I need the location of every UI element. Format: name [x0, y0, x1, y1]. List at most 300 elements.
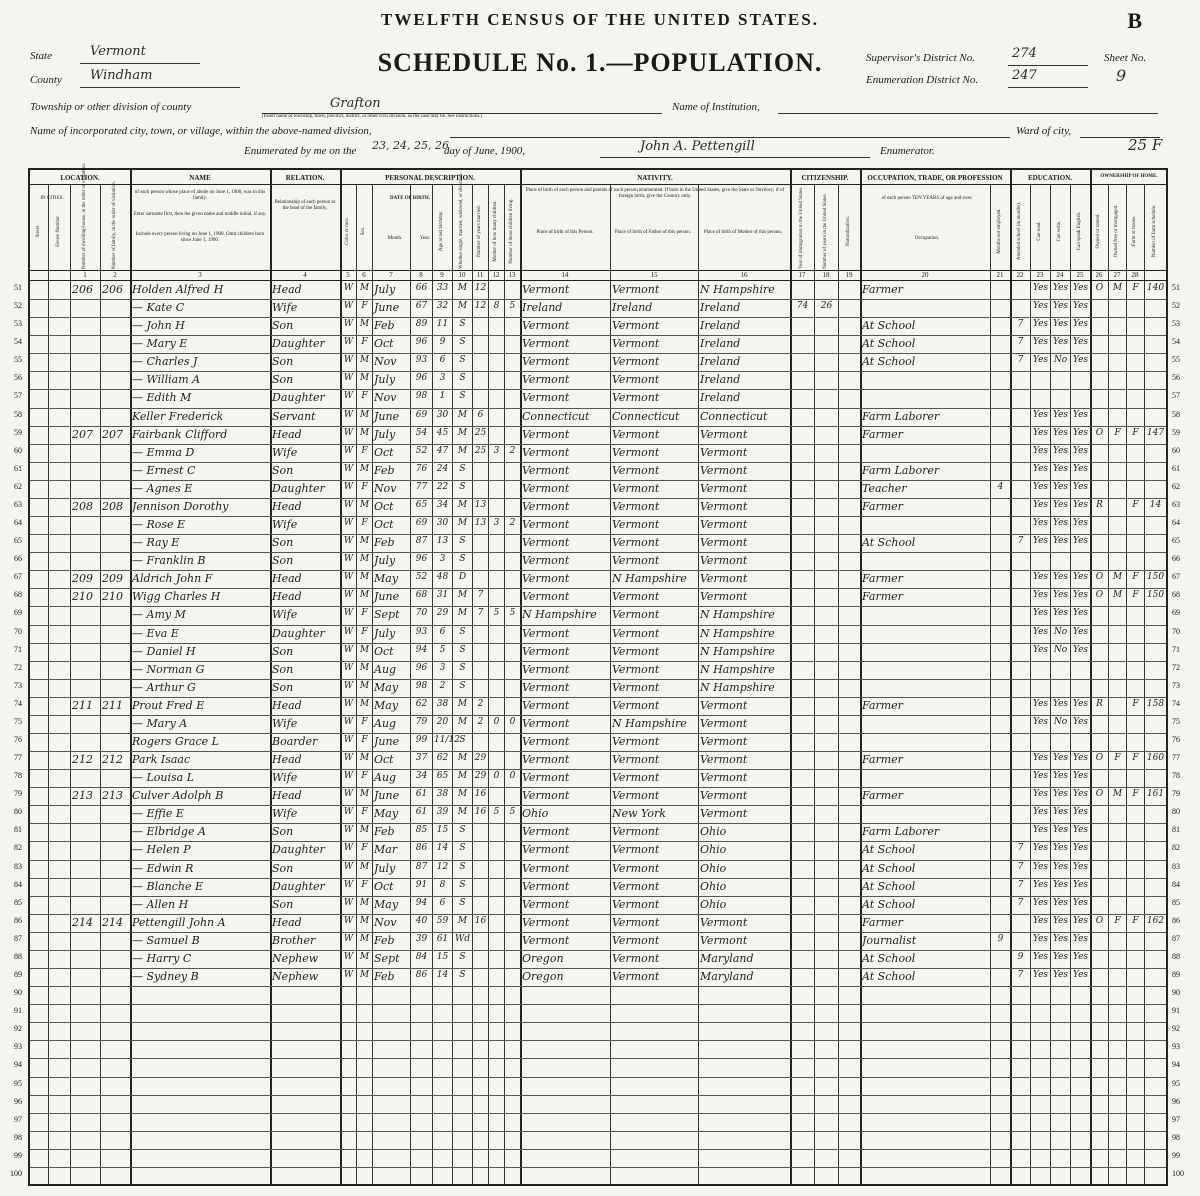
table-cell-mo: Nov: [374, 391, 397, 405]
column-line: [698, 184, 699, 1184]
table-cell-rd: Yes: [1032, 283, 1049, 293]
row-line: [30, 317, 1166, 318]
row-number-left: 68: [14, 590, 22, 600]
row-number-right: 95: [1172, 1078, 1180, 1088]
table-cell-col: W: [343, 825, 354, 836]
column-number: 19: [845, 271, 853, 279]
row-number-left: 73: [14, 680, 22, 690]
table-cell-mo: July: [374, 554, 396, 568]
table-cell-sp: Yes: [1072, 807, 1089, 818]
column-number: 24: [1056, 271, 1064, 279]
table-cell-moc: 5: [493, 608, 500, 619]
table-cell-ym: 2: [477, 698, 484, 709]
table-cell-sch: 7: [1017, 536, 1024, 547]
table-cell-yr: 77: [415, 481, 428, 492]
table-cell-occ: Farmer: [862, 698, 903, 712]
table-cell-bp: Vermont: [522, 499, 570, 513]
table-cell-name: Pettengill John A: [132, 915, 226, 929]
table-cell-col: W: [343, 499, 354, 510]
column-number: 13: [508, 271, 516, 279]
table-cell-bf: Vermont: [612, 680, 660, 694]
table-cell-bf: Vermont: [612, 753, 660, 767]
table-cell-mar: M: [457, 590, 468, 601]
table-cell-sex: M: [359, 933, 370, 944]
table-cell-bm: Vermont: [700, 554, 748, 568]
sub-birth-person: Place of birth of this Person.: [536, 230, 594, 235]
page-mark: 25 F: [1128, 136, 1163, 154]
table-cell-mo: June: [374, 789, 400, 803]
table-cell-ym: 13: [474, 518, 487, 529]
row-number-left: 67: [14, 572, 22, 582]
table-cell-mar: S: [459, 626, 466, 637]
row-number-right: 64: [1172, 518, 1180, 528]
table-cell-rel: Daughter: [272, 879, 325, 893]
row-number-left: 90: [14, 988, 22, 998]
row-number-left: 72: [14, 662, 22, 672]
table-cell-age: 3: [439, 373, 446, 384]
table-cell-sex: M: [359, 373, 370, 384]
row-line: [30, 371, 1166, 372]
table-cell-dw: 207: [72, 427, 93, 441]
table-cell-bp: Vermont: [522, 373, 570, 387]
table-cell-bm: Vermont: [700, 915, 748, 929]
table-cell-wr: No: [1053, 716, 1068, 727]
table-cell-rel: Wife: [272, 716, 298, 730]
group-relation: RELATION.: [285, 174, 325, 182]
table-cell-yr: 61: [415, 807, 428, 818]
table-cell-bm: Vermont: [700, 771, 748, 785]
row-number-right: 54: [1172, 337, 1180, 347]
table-cell-bf: Vermont: [612, 662, 660, 676]
table-cell-bm: Vermont: [700, 463, 748, 477]
table-cell-name: — William A: [132, 373, 201, 387]
column-number: 3: [198, 271, 202, 279]
table-cell-ym: 12: [474, 283, 487, 293]
table-cell-mo: June: [374, 735, 400, 748]
table-cell-wr: Yes: [1052, 283, 1069, 293]
table-cell-mar: M: [457, 283, 468, 293]
table-cell-age: 61: [436, 933, 449, 944]
table-cell-mo: Feb: [374, 933, 395, 947]
table-cell-bf: Vermont: [612, 427, 660, 441]
table-cell-bp: Vermont: [522, 391, 570, 405]
table-cell-rd: Yes: [1032, 951, 1049, 962]
column-line: [488, 184, 489, 1184]
table-cell-bf: Vermont: [612, 499, 660, 513]
table-cell-mo: Feb: [374, 463, 395, 477]
table-cell-sex: M: [359, 499, 370, 510]
table-cell-bm: Vermont: [700, 481, 748, 495]
table-cell-sex: F: [361, 771, 368, 782]
table-cell-name: Jennison Dorothy: [132, 499, 229, 513]
table-cell-bm: Vermont: [700, 735, 748, 748]
row-line: [30, 353, 1166, 354]
row-line: [30, 950, 1166, 951]
table-cell-bf: Vermont: [612, 843, 660, 857]
table-cell-name: — Norman G: [132, 662, 205, 676]
table-cell-mar: M: [457, 753, 468, 764]
table-cell-age: 30: [436, 518, 449, 529]
table-cell-yr: 86: [415, 843, 428, 854]
table-cell-bf: Vermont: [612, 698, 660, 712]
table-cell-sp: Yes: [1072, 753, 1089, 764]
table-cell-ym: 7: [477, 590, 484, 601]
table-cell-col: W: [343, 644, 354, 655]
table-cell-wr: Yes: [1052, 789, 1069, 800]
table-cell-bm: N Hampshire: [700, 680, 775, 694]
table-cell-sp: Yes: [1072, 843, 1089, 854]
table-cell-mo: Oct: [374, 644, 394, 658]
table-cell-fm: F: [1114, 753, 1121, 764]
table-cell-rd: Yes: [1032, 879, 1049, 890]
schedule-title: SCHEDULE No. 1.—POPULATION.: [377, 48, 823, 77]
table-cell-age: 39: [436, 807, 449, 818]
table-cell-yr: 54: [415, 427, 428, 438]
table-cell-sch: 7: [1017, 897, 1024, 908]
table-cell-bf: New York: [612, 807, 666, 821]
row-number-left: 95: [14, 1078, 22, 1088]
row-number-right: 63: [1172, 499, 1180, 509]
table-cell-age: 45: [436, 427, 449, 438]
table-cell-rd: Yes: [1032, 481, 1049, 492]
table-cell-ym: 7: [477, 608, 484, 619]
row-number-left: 64: [14, 518, 22, 528]
row-number-right: 57: [1172, 391, 1180, 401]
table-cell-bf: Vermont: [612, 933, 660, 947]
table-cell-liv: 5: [509, 301, 516, 312]
row-line: [30, 823, 1166, 824]
table-cell-mar: S: [459, 735, 466, 745]
table-cell-wr: Yes: [1052, 897, 1069, 908]
table-cell-name: — Franklin B: [132, 554, 206, 568]
table-cell-name: — Helen P: [132, 843, 191, 857]
table-cell-name: — Eva E: [132, 626, 179, 640]
vertical-subhead: Farm or house.: [1132, 215, 1137, 247]
table-cell-age: 62: [436, 753, 449, 764]
table-cell-name: — Harry C: [132, 951, 192, 965]
table-cell-yr: 99: [415, 735, 428, 745]
table-cell-sp: Yes: [1072, 337, 1089, 348]
table-cell-age: 29: [436, 608, 449, 619]
table-cell-fh: F: [1132, 753, 1139, 764]
row-line: [30, 715, 1166, 716]
table-cell-mar: S: [459, 536, 466, 547]
row-line: [30, 516, 1166, 517]
table-cell-bp: Vermont: [522, 735, 570, 748]
table-cell-mo: Mar: [374, 843, 398, 857]
table-cell-sp: Yes: [1072, 481, 1089, 492]
table-cell-age: 33: [436, 283, 449, 293]
table-cell-fh: F: [1132, 915, 1139, 926]
row-number-left: 75: [14, 716, 22, 726]
row-number-left: 88: [14, 951, 22, 961]
table-cell-occ: At School: [862, 970, 916, 984]
column-number: 7: [389, 271, 393, 279]
table-cell-fm: M: [1112, 590, 1123, 601]
row-line: [30, 751, 1166, 752]
table-cell-occ: Farmer: [862, 915, 903, 929]
table-cell-bp: Vermont: [522, 662, 570, 676]
table-cell-mo: May: [374, 698, 399, 712]
row-number-left: 74: [14, 698, 22, 708]
table-cell-wr: Yes: [1052, 825, 1069, 836]
table-cell-name: Prout Fred E: [132, 698, 205, 712]
table-cell-bm: Connecticut: [700, 409, 768, 423]
column-line: [70, 184, 71, 1184]
table-cell-sex: F: [361, 879, 368, 890]
enum-days: 23, 24, 25, 26: [372, 139, 449, 152]
table-cell-sp: Yes: [1072, 427, 1089, 438]
table-cell-yr: 94: [415, 897, 428, 908]
enumerator-label: Enumerator.: [880, 145, 935, 157]
table-cell-sex: M: [359, 644, 370, 655]
table-cell-name: — Ray E: [132, 536, 180, 550]
table-cell-yr: 69: [415, 409, 428, 420]
table-cell-bp: Ohio: [522, 807, 549, 821]
table-cell-name: — Elbridge A: [132, 825, 206, 839]
table-cell-wr: Yes: [1052, 970, 1069, 981]
row-number-right: 99: [1172, 1150, 1180, 1160]
table-cell-mo: Oct: [374, 753, 394, 767]
table-cell-ym: 12: [474, 301, 487, 312]
row-line: [30, 389, 1166, 390]
form-letter: B: [1127, 8, 1142, 33]
table-cell-mar: M: [457, 771, 468, 782]
table-cell-sex: F: [361, 301, 368, 312]
table-cell-sex: M: [359, 861, 370, 872]
table-cell-rd: Yes: [1032, 518, 1049, 529]
table-cell-yus: 26: [820, 301, 833, 312]
table-cell-mo: Oct: [374, 337, 394, 351]
table-cell-age: 11/12: [434, 735, 460, 745]
column-number: 22: [1016, 271, 1024, 279]
enum-district-label: Enumeration District No.: [866, 74, 979, 86]
table-cell-mo: May: [374, 680, 399, 694]
table-cell-bp: Vermont: [522, 879, 570, 893]
row-number-right: 70: [1172, 626, 1180, 636]
table-cell-wr: Yes: [1052, 481, 1069, 492]
group-occupation: OCCUPATION, TRADE, OR PROFESSION: [867, 174, 1003, 182]
row-line: [30, 787, 1166, 788]
row-number-left: 58: [14, 409, 22, 419]
table-cell-yr: 89: [415, 319, 428, 330]
table-cell-wr: Yes: [1052, 753, 1069, 764]
table-cell-wr: Yes: [1052, 337, 1069, 348]
table-cell-yr: 93: [415, 355, 428, 366]
sub-name-desc: of each person whose place of abode on June 1, 1900, was in this family.: [134, 190, 266, 201]
column-line: [1050, 184, 1051, 1184]
table-cell-bp: Vermont: [522, 843, 570, 857]
table-cell-rel: Brother: [272, 933, 316, 947]
table-cell-rel: Head: [272, 283, 302, 296]
table-cell-wr: Yes: [1052, 319, 1069, 330]
column-line: [372, 184, 373, 1184]
table-cell-sch: 7: [1017, 337, 1024, 348]
table-cell-bp: Vermont: [522, 445, 570, 459]
table-cell-name: — Rose E: [132, 518, 186, 532]
table-cell-sex: M: [359, 897, 370, 908]
table-cell-bp: Oregon: [522, 970, 564, 984]
vertical-subhead: Owned or rented.: [1096, 213, 1101, 249]
row-line: [30, 588, 1166, 589]
row-number-right: 61: [1172, 463, 1180, 473]
column-line: [838, 184, 839, 1184]
table-cell-mar: S: [459, 373, 466, 384]
table-cell-wr: Yes: [1052, 572, 1069, 583]
table-cell-name: — John H: [132, 319, 185, 333]
table-cell-col: W: [343, 445, 354, 456]
state-value: Vermont: [90, 44, 146, 59]
column-number: 21: [996, 271, 1004, 279]
table-cell-own: O: [1095, 283, 1104, 293]
table-cell-dw: 213: [72, 789, 93, 803]
table-cell-rd: Yes: [1032, 572, 1049, 583]
row-number-right: 66: [1172, 554, 1180, 564]
table-cell-bf: Vermont: [612, 644, 660, 658]
table-cell-name: Keller Frederick: [132, 409, 224, 423]
table-cell-yr: 52: [415, 572, 428, 583]
table-cell-occ: Farm Laborer: [862, 463, 940, 477]
table-cell-bm: N Hampshire: [700, 626, 775, 640]
table-cell-bm: Ohio: [700, 897, 727, 911]
row-number-left: 80: [14, 807, 22, 817]
row-number-right: 96: [1172, 1096, 1180, 1106]
table-cell-sp: Yes: [1072, 319, 1089, 330]
table-cell-rd: Yes: [1032, 608, 1049, 619]
table-cell-moc: 5: [493, 807, 500, 818]
row-line: [30, 878, 1166, 879]
vertical-subhead: Number of these children living.: [509, 198, 514, 264]
column-line: [1070, 184, 1071, 1184]
row-line: [30, 860, 1166, 861]
table-cell-sex: F: [361, 716, 368, 727]
table-cell-fam: 210: [102, 590, 123, 604]
column-line: [610, 184, 611, 1184]
table-cell-sex: M: [359, 283, 370, 293]
sub-birth-father: Place of birth of Father of this person.: [614, 230, 692, 235]
row-number-left: 91: [14, 1006, 22, 1016]
row-number-left: 53: [14, 319, 22, 329]
table-cell-mo: Nov: [374, 915, 397, 929]
table-cell-bm: Vermont: [700, 572, 748, 586]
table-cell-age: 1: [439, 391, 446, 402]
table-cell-rel: Head: [272, 915, 302, 929]
table-cell-age: 31: [436, 590, 449, 601]
table-cell-ym: 13: [474, 499, 487, 510]
column-number: 8: [419, 271, 423, 279]
table-cell-occ: At School: [862, 843, 916, 857]
table-cell-mo: May: [374, 807, 399, 821]
table-cell-occ: At School: [862, 319, 916, 333]
row-number-right: 87: [1172, 933, 1180, 943]
table-cell-occ: Farm Laborer: [862, 409, 940, 423]
table-cell-rel: Head: [272, 698, 302, 712]
table-cell-fm: F: [1114, 427, 1121, 438]
group-name: NAME: [189, 174, 211, 182]
table-cell-yr: 79: [415, 716, 428, 727]
table-cell-sp: Yes: [1072, 644, 1089, 655]
table-cell-age: 3: [439, 662, 446, 673]
table-cell-col: W: [343, 319, 354, 330]
table-cell-mar: M: [457, 807, 468, 818]
row-line: [30, 986, 1166, 987]
table-cell-rd: Yes: [1032, 807, 1049, 818]
table-cell-sex: F: [361, 481, 368, 492]
table-cell-own: O: [1095, 572, 1104, 583]
table-cell-bp: Vermont: [522, 698, 570, 712]
table-cell-rd: Yes: [1032, 536, 1049, 547]
institution-label: Name of Institution,: [672, 101, 760, 113]
table-cell-mar: M: [457, 698, 468, 709]
township-value: Grafton: [330, 96, 381, 111]
county-underline: [80, 87, 240, 88]
table-cell-col: W: [343, 753, 354, 764]
row-number-right: 52: [1172, 301, 1180, 311]
column-line: [472, 184, 473, 1184]
sheet-label: Sheet No.: [1104, 52, 1147, 64]
table-cell-un: 9: [997, 933, 1004, 944]
table-cell-sp: Yes: [1072, 518, 1089, 529]
table-cell-fh: F: [1132, 590, 1139, 601]
column-line: [1144, 184, 1145, 1184]
table-cell-age: 12: [436, 861, 449, 872]
table-cell-sex: M: [359, 409, 370, 420]
table-cell-age: 20: [436, 716, 449, 727]
city-underline: [450, 137, 1010, 138]
row-line: [30, 769, 1166, 770]
table-cell-name: — Ernest C: [132, 463, 196, 477]
table-cell-mar: M: [457, 716, 468, 727]
table-cell-bp: Vermont: [522, 933, 570, 947]
row-line: [30, 299, 1166, 300]
table-cell-dw: 208: [72, 499, 93, 513]
table-cell-sex: M: [359, 463, 370, 474]
table-cell-mo: July: [374, 861, 396, 875]
table-cell-bp: Vermont: [522, 825, 570, 839]
institution-underline: [778, 113, 1158, 114]
column-number: 17: [798, 271, 806, 279]
row-number-left: 79: [14, 789, 22, 799]
table-cell-name: — Agnes E: [132, 481, 193, 495]
table-cell-sp: Yes: [1072, 626, 1089, 637]
table-cell-bf: Vermont: [612, 735, 660, 748]
column-line: [504, 184, 505, 1184]
table-cell-rel: Daughter: [272, 391, 325, 405]
table-cell-occ: Farmer: [862, 789, 903, 803]
column-number: 14: [561, 271, 569, 279]
table-cell-ym: 25: [474, 445, 487, 456]
table-cell-sp: Yes: [1072, 861, 1089, 872]
column-line: [1030, 184, 1031, 1184]
table-cell-mar: S: [459, 463, 466, 474]
table-cell-occ: At School: [862, 337, 916, 351]
table-cell-rd: Yes: [1032, 970, 1049, 981]
table-cell-mar: S: [459, 481, 466, 492]
sub-dob: DATE OF BIRTH.: [390, 196, 430, 201]
table-cell-rel: Head: [272, 572, 302, 586]
table-cell-name: — Daniel H: [132, 644, 196, 658]
table-cell-col: W: [343, 536, 354, 547]
table-cell-mar: M: [457, 445, 468, 456]
table-cell-sex: F: [361, 518, 368, 529]
table-cell-occ: Farmer: [862, 572, 903, 586]
vertical-subhead: Attended school (in months).: [1017, 201, 1022, 261]
table-cell-yr: 85: [415, 825, 428, 836]
table-cell-bf: Vermont: [612, 536, 660, 550]
table-cell-col: W: [343, 355, 354, 366]
row-line: [30, 1131, 1166, 1132]
table-cell-bp: Vermont: [522, 427, 570, 441]
